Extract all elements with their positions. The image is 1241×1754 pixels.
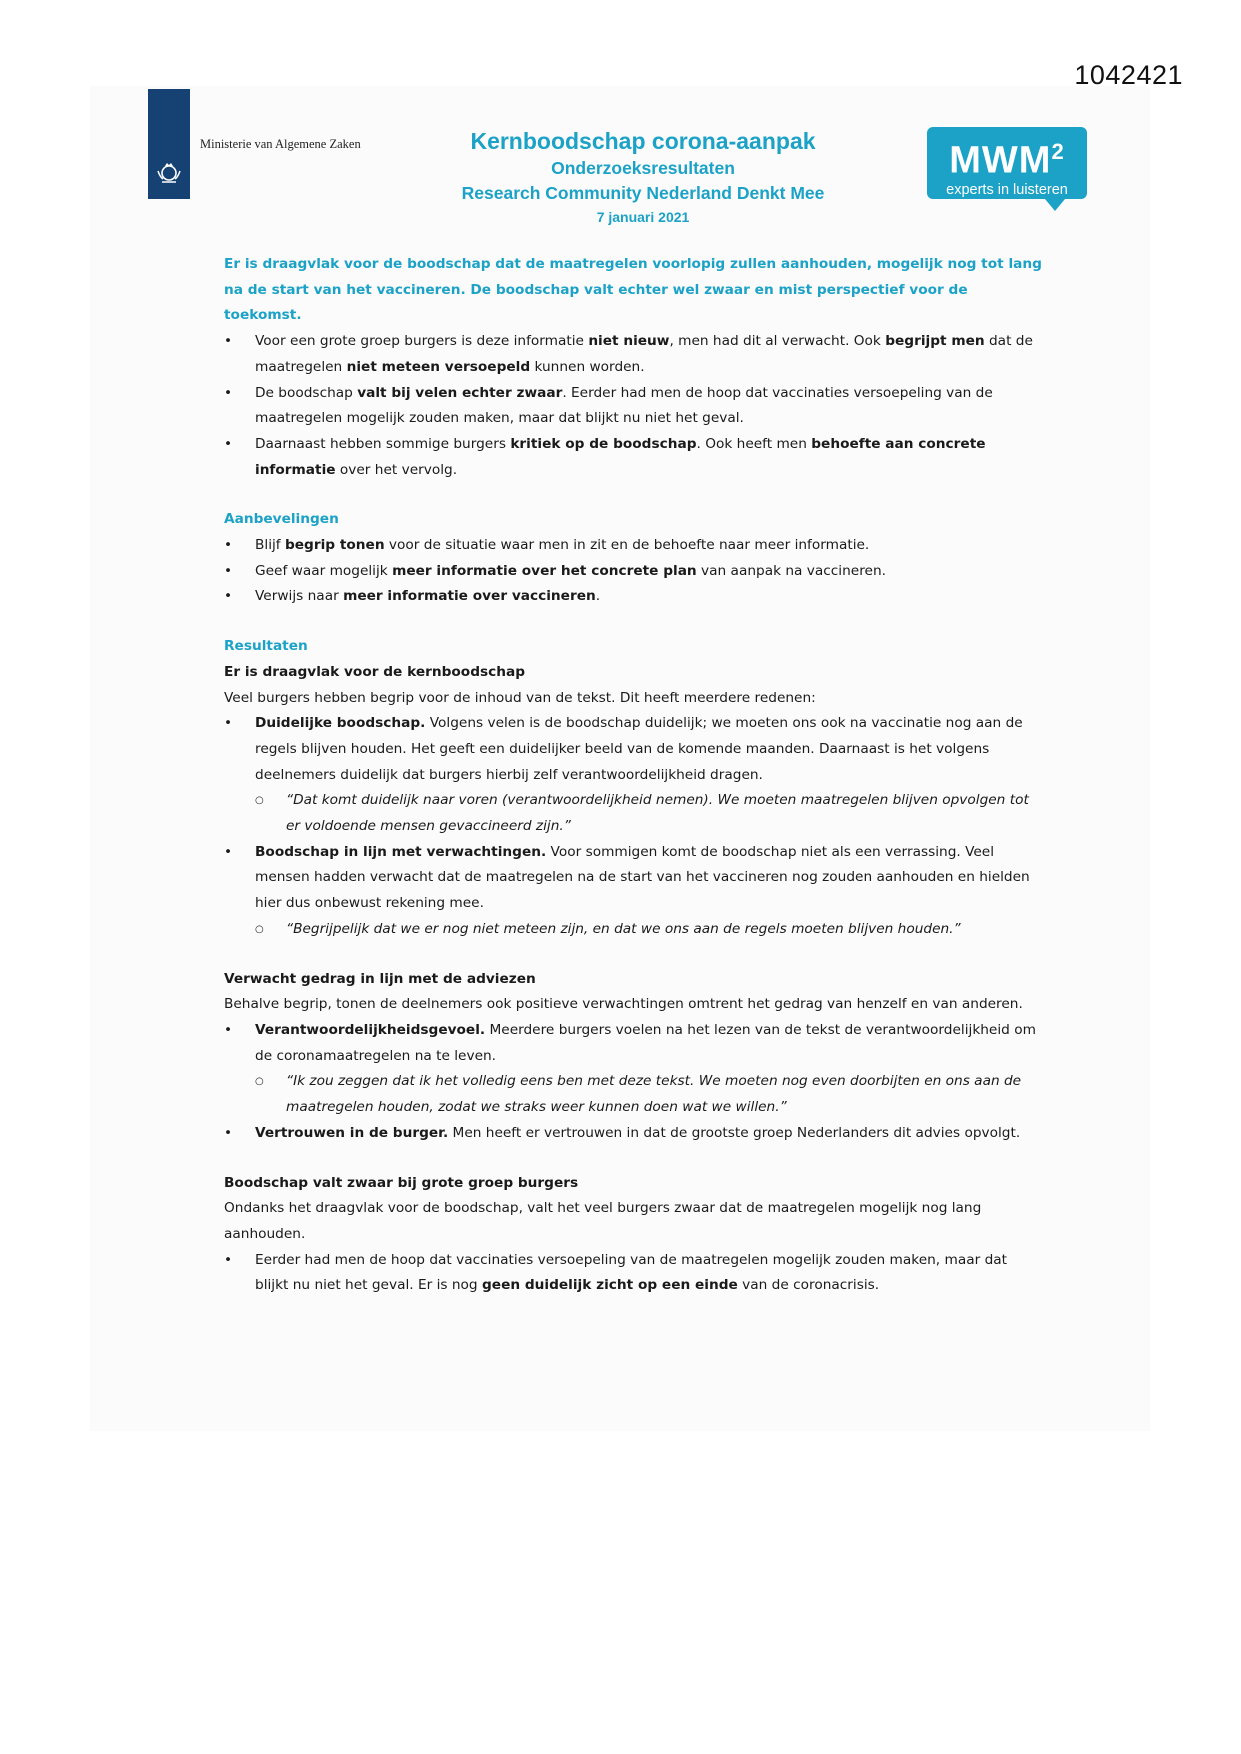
community-name: Research Community Nederland Denkt Mee xyxy=(461,183,825,203)
body-text: . Ook heeft men xyxy=(696,435,812,452)
bold-text: valt bij velen echter zwaar xyxy=(357,384,563,401)
list-item xyxy=(224,559,1044,585)
list-item xyxy=(224,381,1044,432)
list-item xyxy=(224,711,1044,788)
section-lead: Ondanks het draagvlak voor de boodschap, valt het veel burgers zwaar dat de maatregelen mogelijk nog lang aanhouden. xyxy=(224,1200,982,1242)
section-lead: Behalve begrip, tonen de deelnemers ook positieve verwachtingen omtrent het gedrag van henzelf en van anderen. xyxy=(224,996,1023,1013)
list-item xyxy=(224,533,1044,559)
section-heading: Boodschap valt zwaar bij grote groep burgers xyxy=(224,1174,579,1191)
bold-text: Duidelijke boodschap. xyxy=(255,715,426,732)
list-item xyxy=(224,840,1044,917)
body-text: over het vervolg. xyxy=(335,461,458,478)
document-title: Kernboodschap corona-aanpak xyxy=(470,128,816,154)
bold-text: niet meteen versoepeld xyxy=(346,358,531,375)
body-text: Blijf xyxy=(255,537,285,554)
ministry-logo-bar xyxy=(148,89,190,199)
bold-text: geen duidelijk zicht op een einde xyxy=(481,1277,738,1294)
recommendations-heading: Aanbevelingen xyxy=(224,511,339,528)
bold-text: kritiek op de boodschap xyxy=(510,435,697,452)
ministry-name: Ministerie van Algemene Zaken xyxy=(200,136,361,151)
list-item xyxy=(224,432,1044,483)
section-lead: Veel burgers hebben begrip voor de inhoud van de tekst. Dit heeft meerdere redenen: xyxy=(224,689,816,706)
bold-text: begrip tonen xyxy=(284,537,385,554)
bold-text: Vertrouwen in de burger. xyxy=(255,1124,449,1141)
body-text: , men had dit al verwacht. Ook xyxy=(669,333,886,350)
body-text: kunnen worden. xyxy=(530,358,645,375)
mwm2-logo-mark: MWM$^2$ xyxy=(949,139,1065,182)
mwm2-logo xyxy=(927,127,1087,199)
body-text: . xyxy=(595,588,601,605)
body-text: van aanpak na vaccineren. xyxy=(696,562,886,579)
list-item xyxy=(224,329,1044,380)
quote-container xyxy=(224,1069,1044,1120)
bold-text: niet nieuw xyxy=(588,333,670,350)
bold-text: Boodschap in lijn met verwachtingen. xyxy=(255,843,547,860)
body-text: Meerdere burgers voelen na het lezen van de tekst de verantwoordelijkheid om de coronamaatregelen na te leven. xyxy=(255,1021,1036,1064)
document-subtitle: Onderzoeksresultaten xyxy=(551,158,735,178)
participant-quote: ○ “Dat komt duidelijk naar voren (verantwoordelijkheid nemen). We moeten maatregelen blijven opvolgen tot er voldoende mensen gevaccineerd zijn.” xyxy=(255,788,1044,839)
bold-text: Verantwoordelijkheidsgevoel. xyxy=(255,1021,486,1038)
body-text: Voor sommigen komt de boodschap niet als een verrassing. Veel mensen hadden verwacht dat de maatregelen na de start van het vaccineren nog zouden aanhouden en hielden hier dus onbewust rekening mee. xyxy=(255,843,1030,912)
section-bullet-list xyxy=(224,1018,1044,1147)
ministry-logo xyxy=(148,89,361,199)
document-date: 7 januari 2021 xyxy=(596,209,690,225)
list-item xyxy=(224,1248,1044,1299)
intro-summary: Er is draagvlak voor de boodschap dat de maatregelen voorlopig zullen aanhouden, mogelijk nog tot lang na de start van het vaccineren. De boodschap valt echter wel zwaar en mist perspectief voor de toekomst. xyxy=(224,256,1042,324)
bold-text: meer informatie over het concrete plan xyxy=(392,562,697,579)
section-bullet-list xyxy=(224,1248,1044,1299)
section-heading: Er is draagvlak voor de kernboodschap xyxy=(224,663,526,680)
body-text: Geef waar mogelijk xyxy=(255,562,393,579)
bold-text: meer informatie over vaccineren xyxy=(343,588,596,605)
coat-of-arms-icon xyxy=(154,157,184,187)
body-text: Volgens velen is de boodschap duidelijk; we moeten ons ook na vaccinatie nog aan de regels blijven houden. Het geeft een duidelijker beeld van de komende maanden. Daarnaast is het volgens deelnemers duidelijk dat burgers hierbij zelf verantwoordelijkheid dragen. xyxy=(255,715,1023,783)
list-item xyxy=(224,584,1044,610)
body-text: Verwijs naar xyxy=(255,588,344,605)
body-text: Men heeft er vertrouwen in dat de grootste groep Nederlanders dit advies opvolgt. xyxy=(448,1124,1021,1141)
title-block xyxy=(398,126,888,228)
participant-quote: ○ “Ik zou zeggen dat ik het volledig eens ben met deze tekst. We moeten nog even doorbijten en ons aan de maatregelen houden, zodat we straks weer kunnen doen wat we willen.” xyxy=(255,1069,1044,1120)
document-number: 1042421 xyxy=(1074,60,1183,90)
section-heading: Verwacht gedrag in lijn met de adviezen xyxy=(224,970,536,987)
participant-quote: ○ “Begrijpelijk dat we er nog niet meteen zijn, en dat we ons aan de regels moeten blijven houden.” xyxy=(255,917,1044,943)
intro-bullet-list xyxy=(224,329,1044,483)
list-item xyxy=(224,1018,1044,1069)
quote-container xyxy=(224,917,1044,943)
bold-text: begrijpt men xyxy=(885,333,985,350)
section-bullet-list xyxy=(224,711,1044,942)
body-text: van de coronacrisis. xyxy=(737,1277,880,1294)
body-text: voor de situatie waar men in zit en de behoefte naar meer informatie. xyxy=(384,537,870,554)
mwm2-logo-tagline: experts in luisteren xyxy=(946,181,1068,198)
body-text: dat de maatregelen xyxy=(255,333,1033,375)
results-heading: Resultaten xyxy=(224,638,308,655)
recommendations-list xyxy=(224,533,1044,610)
body-text: Voor een grote groep burgers is deze informatie xyxy=(255,333,589,350)
document-body xyxy=(224,252,1044,1299)
list-item xyxy=(224,1121,1044,1147)
body-text: De boodschap xyxy=(255,384,358,401)
body-text: Eerder had men de hoop dat vaccinaties versoepeling van de maatregelen mogelijk zouden maken, maar dat blijkt nu niet het geval. Er is nog xyxy=(255,1251,1008,1294)
body-text: . Eerder had men de hoop dat vaccinaties versoepeling van de maatregelen mogelijk zouden maken, maar dat blijkt nu niet het geval. xyxy=(255,384,993,427)
quote-container xyxy=(224,788,1044,839)
bold-text: behoefte aan concrete informatie xyxy=(255,435,986,478)
body-text: Daarnaast hebben sommige burgers xyxy=(255,435,511,452)
